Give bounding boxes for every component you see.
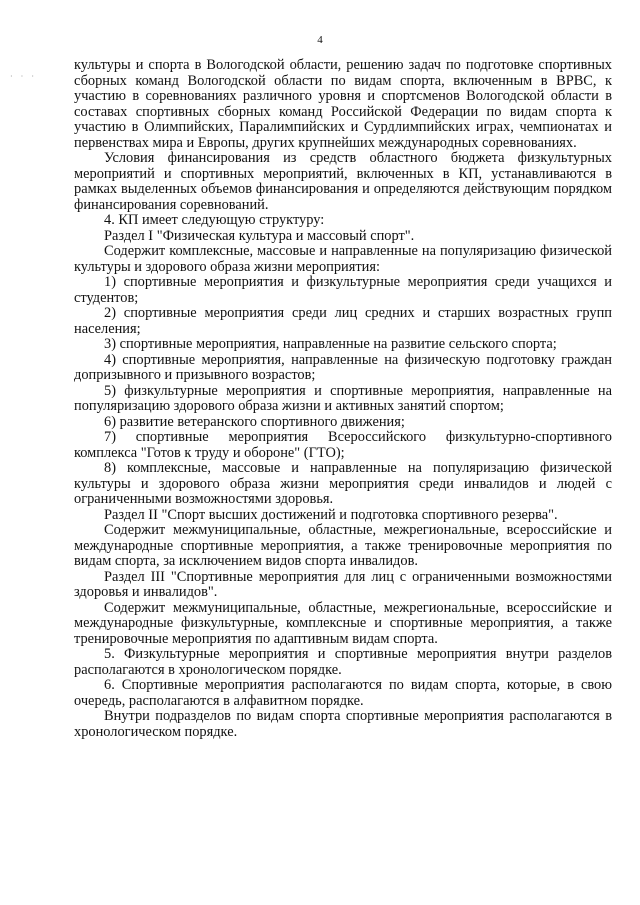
section-3-title: Раздел III "Спортивные мероприятия для лиц с ограниченными возможностями здоровья и инвалидов".	[74, 568, 612, 600]
section-1-item-6: 6) развитие ветеранского спортивного движения;	[104, 413, 405, 430]
section-2-title: Раздел II "Спорт высших достижений и подготовка спортивного резерва".	[104, 506, 558, 523]
paragraph-structure-heading: 4. КП имеет следующую структуру:	[104, 212, 325, 228]
section-1-item-3: 3) спортивные мероприятия, направленные на развитие сельского спорта;	[104, 336, 557, 352]
page-number: 4	[317, 34, 323, 46]
section-1-title: Раздел I "Физическая культура и массовый спорт".	[104, 227, 415, 244]
section-1-item-8: 8) комплексные, массовые и направленные на популяризацию физической культуры и здорового образа жизни мероприятия среди инвалидов и людей с ограниченными возможностями здоровья.	[74, 460, 612, 507]
section-2-description: Содержит межмуниципальные, областные, межрегиональные, всероссийские и международные спортивные мероприятия, а также тренировочные мероприятия по видам спорта, за исключением видов спорта инвалидов.	[74, 522, 612, 569]
section-1-item-2: 2) спортивные мероприятия среди лиц средних и старших возрастных групп населения;	[74, 305, 612, 337]
section-3-description: Содержит межмуниципальные, областные, межрегиональные, всероссийские и международные физкультурные, комплексные и спортивные мероприятия, а также тренировочные мероприятия по адаптивным видам спорта.	[74, 599, 612, 647]
paragraph-subsections: Внутри подразделов по видам спорта спортивные мероприятия располагаются в хронологическом порядке.	[74, 708, 612, 740]
section-1-item-7: 7) спортивные мероприятия Всероссийского физкультурно-спортивного комплекса "Готов к труду и обороне" (ГТО);	[74, 429, 612, 461]
scan-marks: · · ·	[10, 72, 37, 81]
paragraph-point-6: 6. Спортивные мероприятия располагаются по видам спорта, которые, в свою очередь, располагаются в алфавитном порядке.	[74, 677, 612, 709]
paragraph-continuation: культуры и спорта в Вологодской области, решению задач по подготовке спортивных сборных команд Вологодской области по видам спорта, включенным в ВРВС, к участию в соревнованиях различного уровня и спортсменов Вологодской области в составах спортивных сборных команд Российской Федерации по видам спорта к участию в Олимпийских, Паралимпийских и Сурдлимпийских играх, чемпионатах и первенствах мира и Европы, других крупнейших международных соревнованиях.	[74, 57, 612, 151]
section-1-item-1: 1) спортивные мероприятия и физкультурные мероприятия среди учащихся и студентов;	[74, 274, 612, 306]
section-1-item-4: 4) спортивные мероприятия, направленные на физическую подготовку граждан допризывного и призывного возрастов;	[74, 351, 612, 383]
paragraph-point-5: 5. Физкультурные мероприятия и спортивные мероприятия внутри разделов располагаются в хронологическом порядке.	[74, 646, 612, 678]
section-1-description: Содержит комплексные, массовые и направленные на популяризацию физической культуры и здорового образа жизни мероприятия:	[74, 243, 612, 275]
section-1-item-5: 5) физкультурные мероприятия и спортивные мероприятия, направленные на популяризацию здорового образа жизни и активных занятий спортом;	[74, 382, 612, 414]
body-text	[74, 58, 612, 740]
paragraph-financing-conditions: Условия финансирования из средств областного бюджета физкультурных мероприятий и спортивных мероприятий, включенных в КП, устанавливаются в рамках выделенных объемов финансирования и определяются действующим порядком финансирования соревнований.	[74, 150, 612, 213]
